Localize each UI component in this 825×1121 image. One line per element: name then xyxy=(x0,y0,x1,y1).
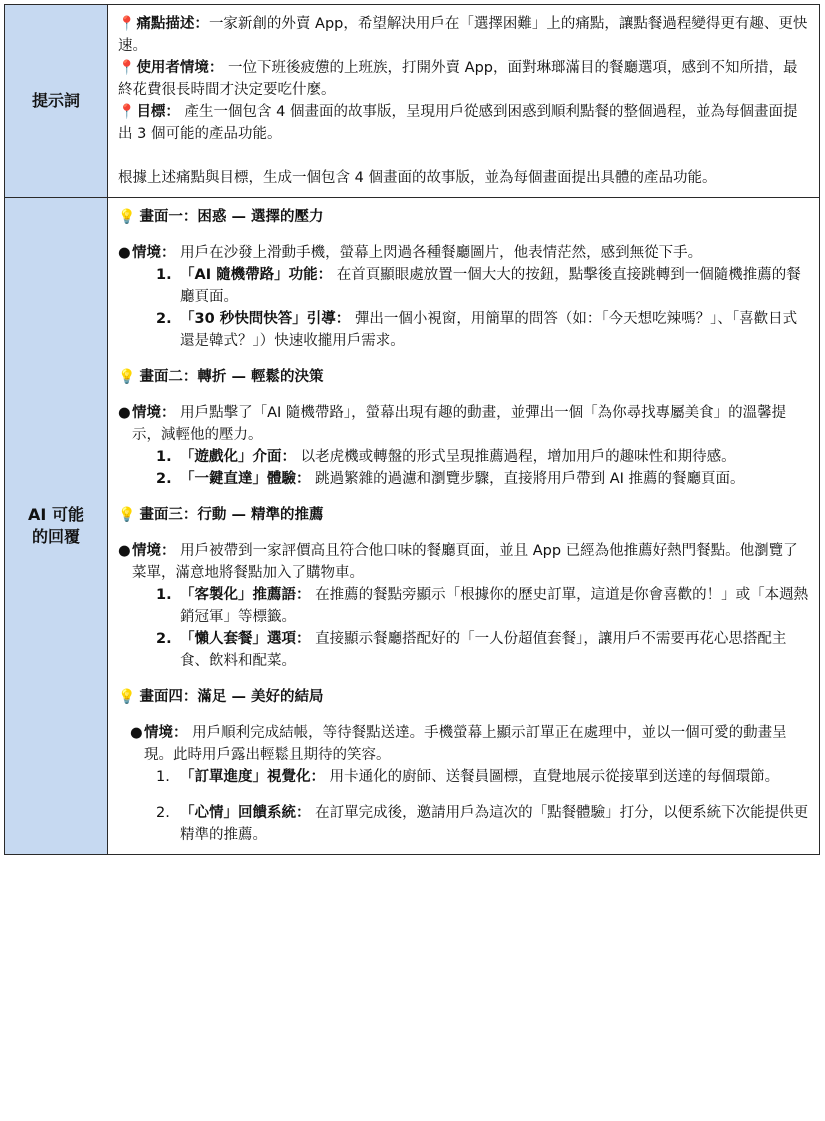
prompt-row xyxy=(5,5,820,198)
scene-4 xyxy=(118,686,809,846)
lightbulb-icon: 💡 xyxy=(118,209,136,225)
bullet-icon: ● xyxy=(118,543,131,559)
goal-label: 目標： xyxy=(136,104,180,120)
scene-3 xyxy=(118,504,809,672)
scene-situation: ●情境： 用戶在沙發上滑動手機，螢幕上閃過各種餐廳圖片，他表情茫然，感到無從下手。 xyxy=(118,242,809,264)
scene-title: 💡 畫面二：轉折 — 輕鬆的決策 xyxy=(118,369,324,385)
pain-label: 痛點描述： xyxy=(136,16,209,32)
feature-item: 2. 「心情」回饋系統： 在訂單完成後，邀請用戶為這次的「點餐體驗」打分，以便系統下次能提供更精準的推薦。 xyxy=(156,805,809,843)
lightbulb-icon: 💡 xyxy=(118,369,136,385)
bullet-icon: ● xyxy=(130,725,143,741)
pin-icon: 📍 xyxy=(118,104,136,120)
pin-icon: 📍 xyxy=(118,60,136,76)
feature-item: 2. 「懶人套餐」選項： 直接顯示餐廳搭配好的「一人份超值套餐」，讓用戶不需要再花心思搭配主食、飲料和配菜。 xyxy=(156,631,787,669)
feature-item: 2. 「一鍵直達」體驗： 跳過繁雜的過濾和瀏覽步驟，直接將用戶帶到 AI 推薦的餐廳頁面。 xyxy=(156,471,745,487)
pain-text: 一家新創的外賣 App，希望解決用戶在「選擇困難」上的痛點，讓點餐過程變得更有趣、更快速。 xyxy=(118,16,808,54)
feature-list xyxy=(118,446,809,490)
prompt-content xyxy=(108,5,820,198)
goal-text: 產生一個包含 4 個畫面的故事版，呈現用戶從感到困惑到順利點餐的整個過程，並為每個畫面提出 3 個可能的產品功能。 xyxy=(118,104,798,142)
user-text: 一位下班後疲憊的上班族，打開外賣 App，面對琳瑯滿目的餐廳選項，感到不知所措，最終花費很長時間才決定要吃什麼。 xyxy=(118,60,798,98)
prompt-label: 提示詞 xyxy=(5,5,108,198)
response-row xyxy=(5,198,820,855)
scene-2 xyxy=(118,366,809,490)
feature-list xyxy=(118,766,809,846)
scene-title: 💡 畫面一：困惑 — 選擇的壓力 xyxy=(118,209,324,225)
scene-situation: ●情境： 用戶被帶到一家評價高且符合他口味的餐廳頁面，並且 App 已經為他推薦好熱門餐點。他瀏覽了菜單，滿意地將餐點加入了購物車。 xyxy=(118,540,809,584)
user-label: 使用者情境： xyxy=(136,60,224,76)
feature-item: 1. 「AI 隨機帶路」功能： 在首頁顯眼處放置一個大大的按鈕，點擊後直接跳轉到一個隨機推薦的餐廳頁面。 xyxy=(156,267,801,305)
bullet-icon: ● xyxy=(118,405,131,421)
pain-point-paragraph xyxy=(118,13,809,57)
scene-situation: ●情境： 用戶順利完成結帳，等待餐點送達。手機螢幕上顯示訂單正在處理中，並以一個可愛的動畫呈現。此時用戶露出輕鬆且期待的笑容。 xyxy=(118,722,809,766)
scene-title: 💡 畫面四：滿足 — 美好的結局 xyxy=(118,689,324,705)
prompt-response-table xyxy=(4,4,820,855)
feature-item: 2. 「30 秒快問快答」引導： 彈出一個小視窗，用簡單的問答（如：「今天想吃辣嗎？」、「喜歡日式還是韓式？」）快速收攏用戶需求。 xyxy=(156,311,798,349)
lightbulb-icon: 💡 xyxy=(118,689,136,705)
lightbulb-icon: 💡 xyxy=(118,507,136,523)
response-content xyxy=(108,198,820,855)
feature-list xyxy=(118,584,809,672)
response-label-line1: AI 可能 xyxy=(28,505,84,524)
scene-situation: ●情境： 用戶點擊了「AI 隨機帶路」，螢幕出現有趣的動畫，並彈出一個「為你尋找專屬美食」的溫馨提示，減輕他的壓力。 xyxy=(118,402,809,446)
feature-item: 1. 「訂單進度」視覺化： 用卡通化的廚師、送餐員圖標，直覺地展示從接單到送達的每個環節。 xyxy=(156,769,780,785)
response-label xyxy=(5,198,108,855)
pin-icon: 📍 xyxy=(118,16,136,32)
goal-paragraph xyxy=(118,101,809,145)
feature-item: 1. 「遊戲化」介面： 以老虎機或轉盤的形式呈現推薦過程，增加用戶的趣味性和期待感。 xyxy=(156,449,736,465)
user-scenario-paragraph xyxy=(118,57,809,101)
feature-item: 1. 「客製化」推薦語： 在推薦的餐點旁顯示「根據你的歷史訂單，這道是你會喜歡的！」或「本週熱銷冠軍」等標籤。 xyxy=(156,587,809,625)
response-label-line2: 的回覆 xyxy=(31,527,80,546)
scene-title: 💡 畫面三：行動 — 精準的推薦 xyxy=(118,507,324,523)
bullet-icon: ● xyxy=(118,245,131,261)
feature-list xyxy=(118,264,809,352)
instruction-paragraph: 根據上述痛點與目標，生成一個包含 4 個畫面的故事版，並為每個畫面提出具體的產品功能。 xyxy=(118,170,717,186)
scene-1 xyxy=(118,206,809,352)
